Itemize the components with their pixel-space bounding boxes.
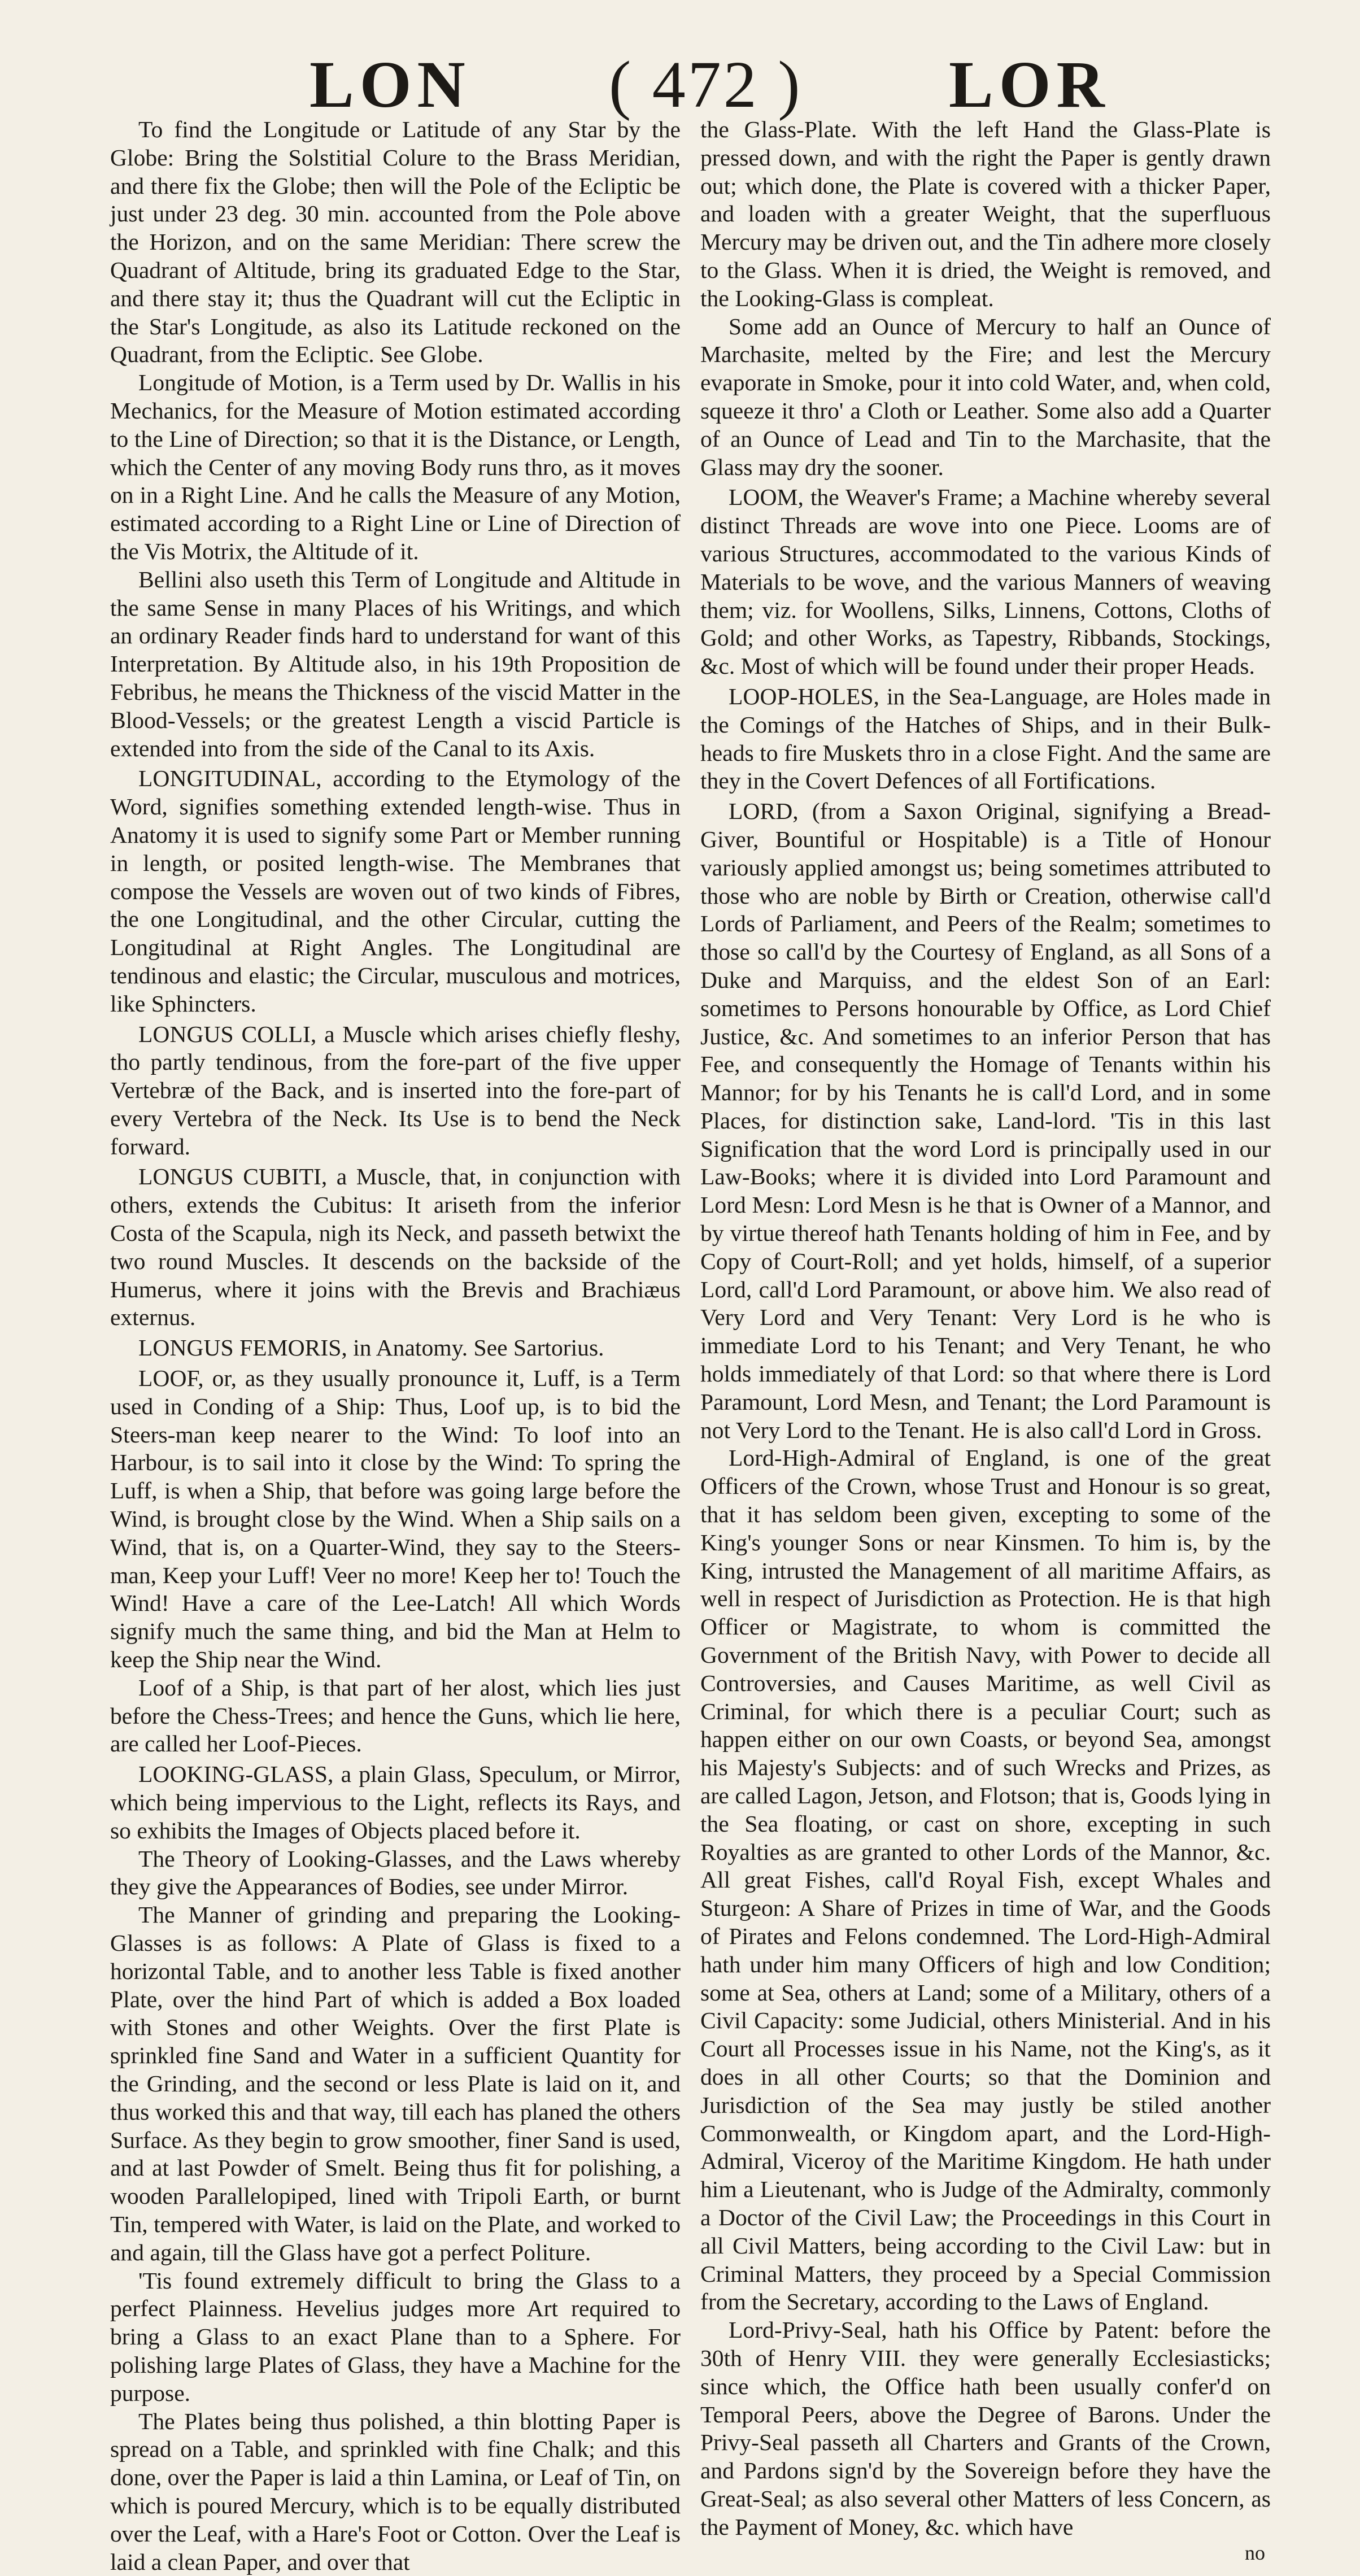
left-column: [110, 116, 681, 2575]
paragraph-glass-plate: the Glass-Plate. With the left Hand the Glass-Plate is pressed down, and with the right the Paper is gently drawn out; which done, the Plate is covered with a thicker Paper, and loaden with a greater Weight, that the superfluous Mercury may be driven out, and the Tin adhere more closely to the Glass. When it is dried, the Weight is removed, and the Looking-Glass is compleat.: [700, 116, 1271, 311]
paragraph-longitude-motion: Longitude of Motion, is a Term used by Dr. Wallis in his Mechanics, for the Measure of Motion estimated according to the Line of Direction; so that it is the Distance, or Length, which the Center of any moving Body runs thro, as it moves on in a Right Line. And he calls the Measure of any Motion, estimated according to a Right Line or Line of Direction of the Vis Motrix, the Altitude of it.: [110, 369, 681, 564]
right-column: [700, 116, 1271, 2564]
running-head-left: LON: [310, 47, 471, 121]
paragraph-longitude-star: To find the Longitude or Latitude of any Star by the Globe: Bring the Solstitial Colure to the Brass Meridian, and there fix the Globe; then will the Pole of the Ecliptic be just under 23 deg. 30 min. accounted from the Pole above the Horizon, and on the same Meridian: There screw the Quadrant of Altitude, bring its graduated Edge to the Star, and there stay it; thus the Quadrant will cut the Ecliptic in the Star's Longitude, as also its Latitude reckoned on the Quadrant, from the Ecliptic. See Globe.: [110, 116, 681, 368]
entry-loof: LOOF, or, as they usually pronounce it, Luff, is a Term used in Conding of a Ship: Thus, Loof up, is to bid the Steers-man keep nearer to the Wind: To loof into an Harbour, is to sail into it close by the Wind: To spring the Luff, is when a Ship, that before was going large before the Wind, is brought close by the Wind. When a Ship sails on a Wind, that is, on a Quarter-Wind, they say to the Steers-man, Keep your Luff! Veer no more! Keep her to! Touch the Wind! Have a care of the Lee-Latch! All which Words signify much the same thing, and bid the Man at Helm to keep the Ship near the Wind.: [110, 1365, 681, 1673]
paragraph-looking-glass-silvering: The Plates being thus polished, a thin blotting Paper is spread on a Table, and sprinkled with fine Chalk; and this done, over the Paper is laid a thin Lamina, or Leaf of Tin, on which is poured Mercury, which is to be equally distributed over the Leaf, with a Hare's Foot or Cotton. Over the Leaf is laid a clean Paper, and over that: [110, 2408, 681, 2575]
entry-lord: LORD, (from a Saxon Original, signifying a Bread-Giver, Bountiful or Hospitable) is a Title of Honour variously applied amongst us; being sometimes attributed to those who are noble by Birth or Creation, otherwise call'd Lords of Parliament, and Peers of the Realm; sometimes to those so call'd by the Courtesy of England, as all Sons of a Duke and Marquiss, and the eldest Son of an Earl: sometimes to Persons honourable by Office, as Lord Chief Justice, &c. And sometimes to an inferior Person that has Fee, and consequently the Homage of Tenants within his Mannor; for by his Tenants he is call'd Lord, and in some Places, for distinction sake, Land-lord. 'Tis in this last Signification that the word Lord is principally used in our Law-Books; where it is divided into Lord Paramount and Lord Mesn: Lord Mesn is he that is Owner of a Mannor, and by virtue thereof hath Tenants holding of him in Fee, and by Copy of Court-Roll; and yet holds, himself, of a superior Lord, call'd Lord Paramount, or above him. We also read of Very Lord and Very Tenant: Very Lord is he who is immediate Lord to his Tenant; and Very Tenant, he who holds immediately of that Lord: so that where there is Lord Paramount, Lord Mesn, and Tenant; the Lord Paramount is not Very Lord to the Tenant. He is also call'd Lord in Gross.: [700, 798, 1271, 1443]
paragraph-lord-high-admiral: Lord-High-Admiral of England, is one of the great Officers of the Crown, whose Trust and Honour is so great, that it has seldom been given, excepting to some of the King's younger Sons or near Kinsmen. To him is, by the King, intrusted the Management of all maritime Affairs, as well in respect of Jurisdiction as Protection. He is that high Officer or Magistrate, to whom is committed the Government of the British Navy, with Power to decide all Controversies, and Causes Maritime, as well Civil as Criminal, for which there is a peculiar Court; such as happen either on our own Coasts, or beyond Sea, amongst his Majesty's Subjects: and of such Wrecks and Prizes, as are called Lagon, Jetson, and Flotson; that is, Goods lying in the Sea floating, or cast on shore, excepting in such Royalties as are granted to other Lords of the Mannor, &c. All great Fishes, call'd Royal Fish, except Whales and Sturgeon: A Share of Prizes in time of War, and the Goods of Pirates and Felons condemned. The Lord-High-Admiral hath under him many Officers of high and low Condition; some at Sea, others at Land; some of a Military, others of a Civil Capacity: some Judicial, others Ministerial. And in his Court all Processes issue in his Name, not the King's, as it does in all other Courts; so that the Dominion and Jurisdiction of the Sea may justly be stiled another Commonwealth, or Kingdom apart, and the Lord-High-Admiral, Viceroy of the Maritime Kingdom. He hath under him a Lieutenant, who is Judge of the Admiralty, commonly a Doctor of the Civil Law; the Proceedings in this Court in all Civil Matters, being according to the Civil Law: but in Criminal Matters, they proceed by a Special Commission from the Secretary, according to the Laws of England.: [700, 1445, 1271, 2315]
page-number: ( 472 ): [609, 47, 803, 121]
entry-longus-cubiti: LONGUS CUBITI, a Muscle, that, in conjunction with others, extends the Cubitus: It ariseth from the inferior Costa of the Scapula, nigh its Neck, and passeth betwixt the two round Muscles. It descends on the backside of the Humerus, where it joins with the Brevis and Brachiæus externus.: [110, 1163, 681, 1331]
paragraph-marchasite: Some add an Ounce of Mercury to half an Ounce of Marchasite, melted by the Fire; and lest the Mercury evaporate in Smoke, pour it into cold Water, and, when cold, squeeze it thro' a Cloth or Leather. Some also add a Quarter of an Ounce of Lead and Tin to the Marchasite, that the Glass may dry the sooner.: [700, 313, 1271, 480]
entry-longitudinal: LONGITUDINAL, according to the Etymology of the Word, signifies something extended length-wise. Thus in Anatomy it is used to signify some Part or Member running in length, or posited length-wise. The Membranes that compose the Vessels are woven out of two kinds of Fibres, the one Longitudinal, and the other Circular, cutting the Longitudinal at Right Angles. The Longitudinal are tendinous and elastic; the Circular, musculous and motrices, like Sphincters.: [110, 765, 681, 1017]
paragraph-looking-glass-theory: The Theory of Looking-Glasses, and the Laws whereby they give the Appearances of Bodies, see under Mirror.: [110, 1845, 681, 1900]
page-header: [0, 42, 1360, 127]
paragraph-looking-glass-grinding: The Manner of grinding and preparing the Looking-Glasses is as follows: A Plate of Glass is fixed to a horizontal Table, and to another less Table is fixed another Plate, over the hind Part of which is added a Box loaded with Stones and other Weights. Over the first Plate is sprinkled fine Sand and Water in a sufficient Quantity for the Grinding, and the second or less Plate is laid on it, and thus worked this and that way, till each has planed the others Surface. As they begin to grow smoother, finer Sand is used, and at last Powder of Smelt. Being thus fit for polishing, a wooden Parallelopiped, lined with Tripoli Earth, or burnt Tin, tempered with Water, is laid on the Plate, and worked to and again, till the Glass have got a perfect Politure.: [110, 1902, 681, 2265]
entry-longus-femoris: LONGUS FEMORIS, in Anatomy. See Sartorius.: [138, 1335, 604, 1361]
paragraph-looking-glass-plainness: 'Tis found extremely difficult to bring the Glass to a perfect Plainness. Hevelius judges more Art required to bring a Glass to an exact Plane than to a Sphere. For polishing large Plates of Glass, they have a Machine for the purpose.: [110, 2267, 681, 2406]
catchword: no: [1245, 2541, 1265, 2564]
paragraph-loof-of-a-ship: Loof of a Ship, is that part of her alost, which lies just before the Chess-Trees; and hence the Guns, which lie here, are called her Loof-Pieces.: [110, 1674, 681, 1757]
entry-loom: LOOM, the Weaver's Frame; a Machine whereby several distinct Threads are wove into one Piece. Looms are of various Structures, accommodated to the various Kinds of Materials to be wove, and the various Manners of weaving them; viz. for Woollens, Silks, Linnens, Cottons, Cloths of Gold; and other Works, as Tapestry, Ribbands, Stockings, &c. Most of which will be found under their proper Heads.: [700, 484, 1271, 679]
entry-loop-holes: LOOP-HOLES, in the Sea-Language, are Holes made in the Comings of the Hatches of Ships, and in their Bulk-heads to fire Muskets thro in a close Fight. And the same are they in the Covert Defences of all Fortifications.: [700, 683, 1271, 794]
running-head-right: LOR: [949, 47, 1110, 121]
entry-looking-glass: LOOKING-GLASS, a plain Glass, Speculum, or Mirror, which being impervious to the Light, reflects its Rays, and so exhibits the Images of Objects placed before it.: [110, 1761, 681, 1843]
paragraph-lord-privy-seal: Lord-Privy-Seal, hath his Office by Patent: before the 30th of Henry VIII. they were generally Ecclesiasticks; since which, the Office hath been usually confer'd on Temporal Peers, above the Degree of Barons. Under the Privy-Seal passeth all Charters and Grants of the Crown, and Pardons sign'd by the Sovereign before they have the Great-Seal; as also several other Matters of less Concern, as the Payment of Money, &c. which have: [700, 2317, 1271, 2540]
paragraph-bellini: Bellini also useth this Term of Longitude and Altitude in the same Sense in many Places of his Writings, and which an ordinary Reader finds hard to understand for want of this Interpretation. By Altitude also, in his 19th Proposition de Febribus, he means the Thickness of the viscid Matter in the Blood-Vessels; or the greatest Length a viscid Particle is extended into from the side of the Canal to its Axis.: [110, 566, 681, 761]
entry-longus-colli: LONGUS COLLI, a Muscle which arises chiefly fleshy, tho partly tendinous, from the fore-part of the five upper Vertebræ of the Back, and is inserted into the fore-part of every Vertebra of the Neck. Its Use is to bend the Neck forward.: [110, 1021, 681, 1160]
